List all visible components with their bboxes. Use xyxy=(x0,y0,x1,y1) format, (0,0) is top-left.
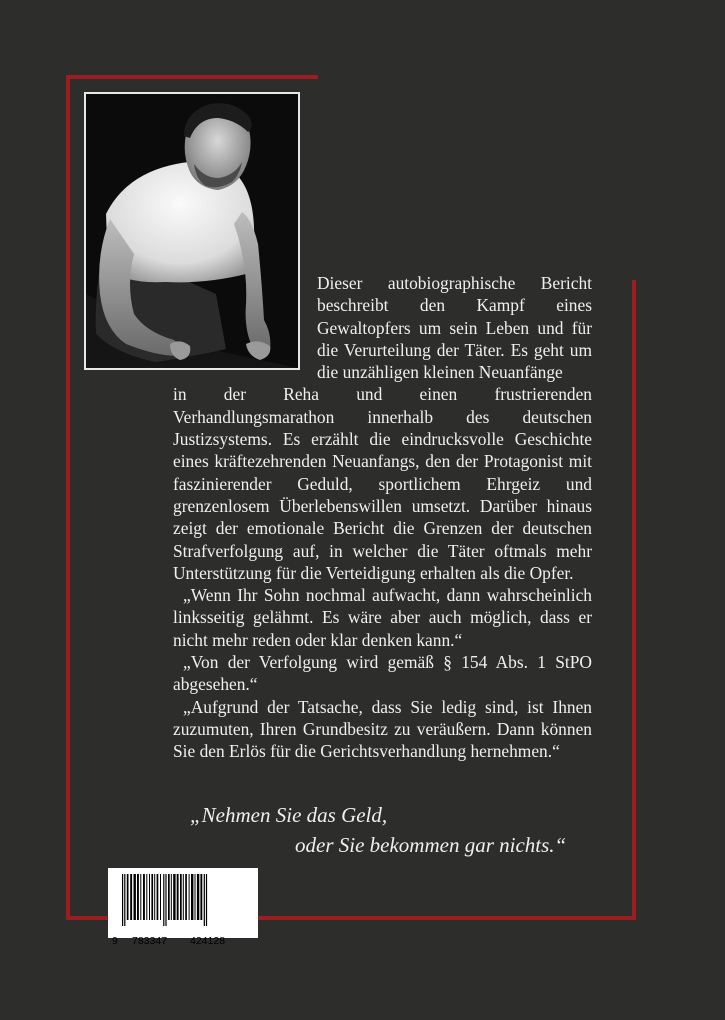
barcode-bar xyxy=(157,874,159,920)
barcode-right-group: 424128 xyxy=(190,935,226,947)
barcode-bar xyxy=(149,874,150,920)
barcode-guard-bar xyxy=(204,874,205,926)
barcode-bar xyxy=(195,874,196,920)
barcode-bars xyxy=(108,868,258,938)
barcode-bar xyxy=(146,874,147,920)
barcode-bar xyxy=(189,874,190,920)
barcode-bar xyxy=(127,874,129,920)
barcode-bar xyxy=(143,874,145,920)
barcode-bar xyxy=(180,874,182,920)
barcode-bar xyxy=(200,874,202,920)
barcode-bar xyxy=(140,874,141,920)
blurb-body-text: in der Reha und einen frustrierenden Verhandlungsmarathon innerhalb des deutschen Justizsystems. Es erzählt die eindrucksvolle Geschichte eines kräftezehrenden Neuanfangs, den der Protagonist mit faszinierender Geduld, sportlichem Ehrgeiz und grenzenlosem Überlebenswillen umsetzt. Darüber hinaus zeigt der emotionale Bericht die Grenzen der deutschen Strafverfolgung auf, in welcher die Täter oftmals mehr Unterstützung für die Verteidigung erhalten als die Opfer. xyxy=(173,384,592,583)
quote-1: „Wenn Ihr Sohn nochmal aufwacht, dann wahrscheinlich linksseitig gelähmt. Es wäre aber auch möglich, dass er nicht mehr reden oder klar denken kann.“ xyxy=(173,585,592,650)
barcode-bar xyxy=(154,874,155,920)
barcode-bar xyxy=(185,874,187,920)
quote-3: „Aufgrund der Tatsache, dass Sie ledig sind, ist Ihnen zuzumuten, Ihren Grundbesitz zu veräußern. Dann können Sie den Erlös für die Gerichtsverhandlung hernehmen.“ xyxy=(173,696,592,762)
barcode-bar xyxy=(151,874,153,920)
barcode-bar xyxy=(171,874,172,920)
frame-top-border xyxy=(66,75,318,79)
quote-2: „Von der Verfolgung wird gemäß § 154 Abs. 1 StPO abgesehen.“ xyxy=(173,652,592,695)
blurb xyxy=(173,272,592,763)
frame-left-border xyxy=(66,75,70,920)
isbn-barcode xyxy=(108,868,258,947)
barcode-bar xyxy=(183,874,184,920)
barcode-bar xyxy=(173,874,175,920)
barcode-bar xyxy=(160,874,161,920)
barcode-bar xyxy=(137,874,139,920)
barcode-guard-bar xyxy=(122,874,123,926)
barcode-guard-bar xyxy=(165,874,166,926)
barcode-bar xyxy=(177,874,179,920)
barcode-bar xyxy=(134,874,136,920)
barcode-left-group: 783347 xyxy=(132,935,168,947)
barcode-guard-bar xyxy=(163,874,164,926)
barcode-guard-bar xyxy=(206,874,207,926)
barcode-bar xyxy=(197,874,199,920)
closing-quote xyxy=(180,800,580,860)
barcode-bar xyxy=(168,874,170,920)
frame-right-border xyxy=(632,280,636,920)
blurb-lead-text: Dieser autobiographische Bericht beschreibt den Kampf eines Gewaltopfers um sein Leben und für die Verurteilung der Täter. Es geht um die unzähligen kleinen Neuanfänge xyxy=(317,273,592,383)
barcode-first-digit: 9 xyxy=(112,935,118,947)
barcode-guard-bar xyxy=(124,874,125,926)
barcode-bar xyxy=(130,874,132,920)
barcode-bar xyxy=(191,874,193,920)
closing-quote-line-2: oder Sie bekommen gar nichts.“ xyxy=(295,833,567,857)
closing-quote-line-1: „Nehmen Sie das Geld, xyxy=(190,803,388,827)
